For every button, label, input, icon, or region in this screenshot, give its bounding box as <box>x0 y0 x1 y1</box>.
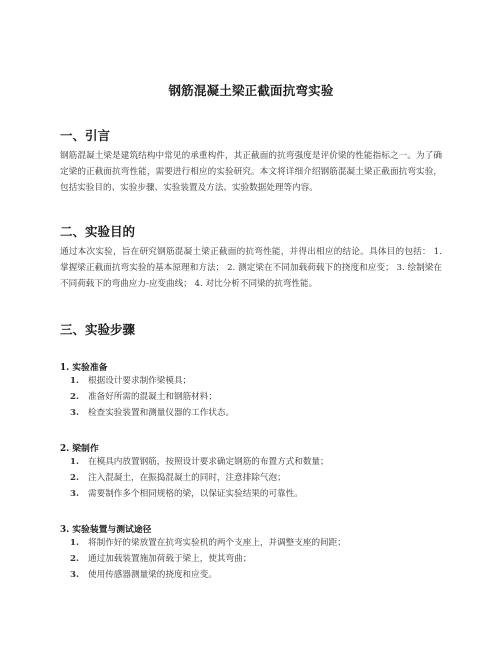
list-item-text: 使用传感器测量梁的挠度和应变。 <box>88 570 217 580</box>
list-item <box>70 391 440 403</box>
section-heading-introduction: 一、引言 <box>60 128 111 143</box>
section-heading-steps: 三、实验步骤 <box>60 322 136 337</box>
list-item <box>70 537 440 549</box>
list-item-text: 需要制作多个相同规格的梁，以保证实验结果的可靠性。 <box>88 489 303 499</box>
step-heading-preparation: 1. 实验准备 <box>60 363 108 373</box>
list-item <box>70 375 440 387</box>
list-item-text: 根据设计要求制作梁模具； <box>88 376 192 386</box>
list-item-number: 2. <box>70 392 79 402</box>
step-heading-beam-fabrication: 2. 梁制作 <box>60 444 99 454</box>
list-item <box>70 488 440 500</box>
list-item-number: 1. <box>70 457 79 467</box>
list-item <box>70 472 440 484</box>
list-item-text: 注入混凝土，在振捣混凝土的同时，注意排除气泡； <box>88 473 286 483</box>
list-item-number: 2. <box>70 554 79 564</box>
list-item-number: 1. <box>70 538 79 548</box>
list-item <box>70 456 440 468</box>
list-item-number: 3. <box>70 408 79 418</box>
list-item-text: 检查实验装置和测量仪器的工作状态。 <box>88 408 235 418</box>
list-item-text: 准备好所需的混凝土和钢筋材料； <box>88 392 217 402</box>
list-item-text: 将制作好的梁放置在抗弯实验机的两个支座上，并调整支座的间距； <box>88 538 346 548</box>
document-title: 钢筋混凝土梁正截面抗弯实验 <box>168 83 334 98</box>
section-heading-purpose: 二、实验目的 <box>60 224 136 239</box>
list-item <box>70 407 440 419</box>
list-item-number: 3. <box>70 570 79 580</box>
list-item-text: 在模具内放置钢筋，按照设计要求确定钢筋的布置方式和数量； <box>88 457 329 467</box>
step-heading-apparatus: 3. 实验装置与测试途径 <box>60 525 152 535</box>
list-item-number: 3. <box>70 489 79 499</box>
list-item <box>70 569 440 581</box>
section-paragraph-introduction: 钢筋混凝土梁是建筑结构中常见的承重构件，其正截面的抗弯强度是评价梁的性能指标之一。为了确定梁的正截面抗弯性能，需要进行相应的实验研究。本文将详细介绍钢筋混凝土梁正截面抗弯实验，包括实验目的、实验步骤、实验装置及方法、实验数据处理等内容。 <box>60 151 442 193</box>
list-item-text: 通过加载装置施加荷载于梁上，使其弯曲； <box>88 554 252 564</box>
list-item-number: 2. <box>70 473 79 483</box>
list-item <box>70 553 440 565</box>
list-item-number: 1. <box>70 376 79 386</box>
section-paragraph-purpose: 通过本次实验，旨在研究钢筋混凝土梁正截面的抗弯性能，并得出相应的结论。具体目的包括： 1. 掌握梁正截面抗弯实验的基本原理和方法； 2. 测定梁在不同加载荷载下的挠度和应变； 3. 绘制梁在不同荷载下的弯曲应力-应变曲线； 4. 对比分析不同梁的抗弯性能。 <box>60 247 442 289</box>
